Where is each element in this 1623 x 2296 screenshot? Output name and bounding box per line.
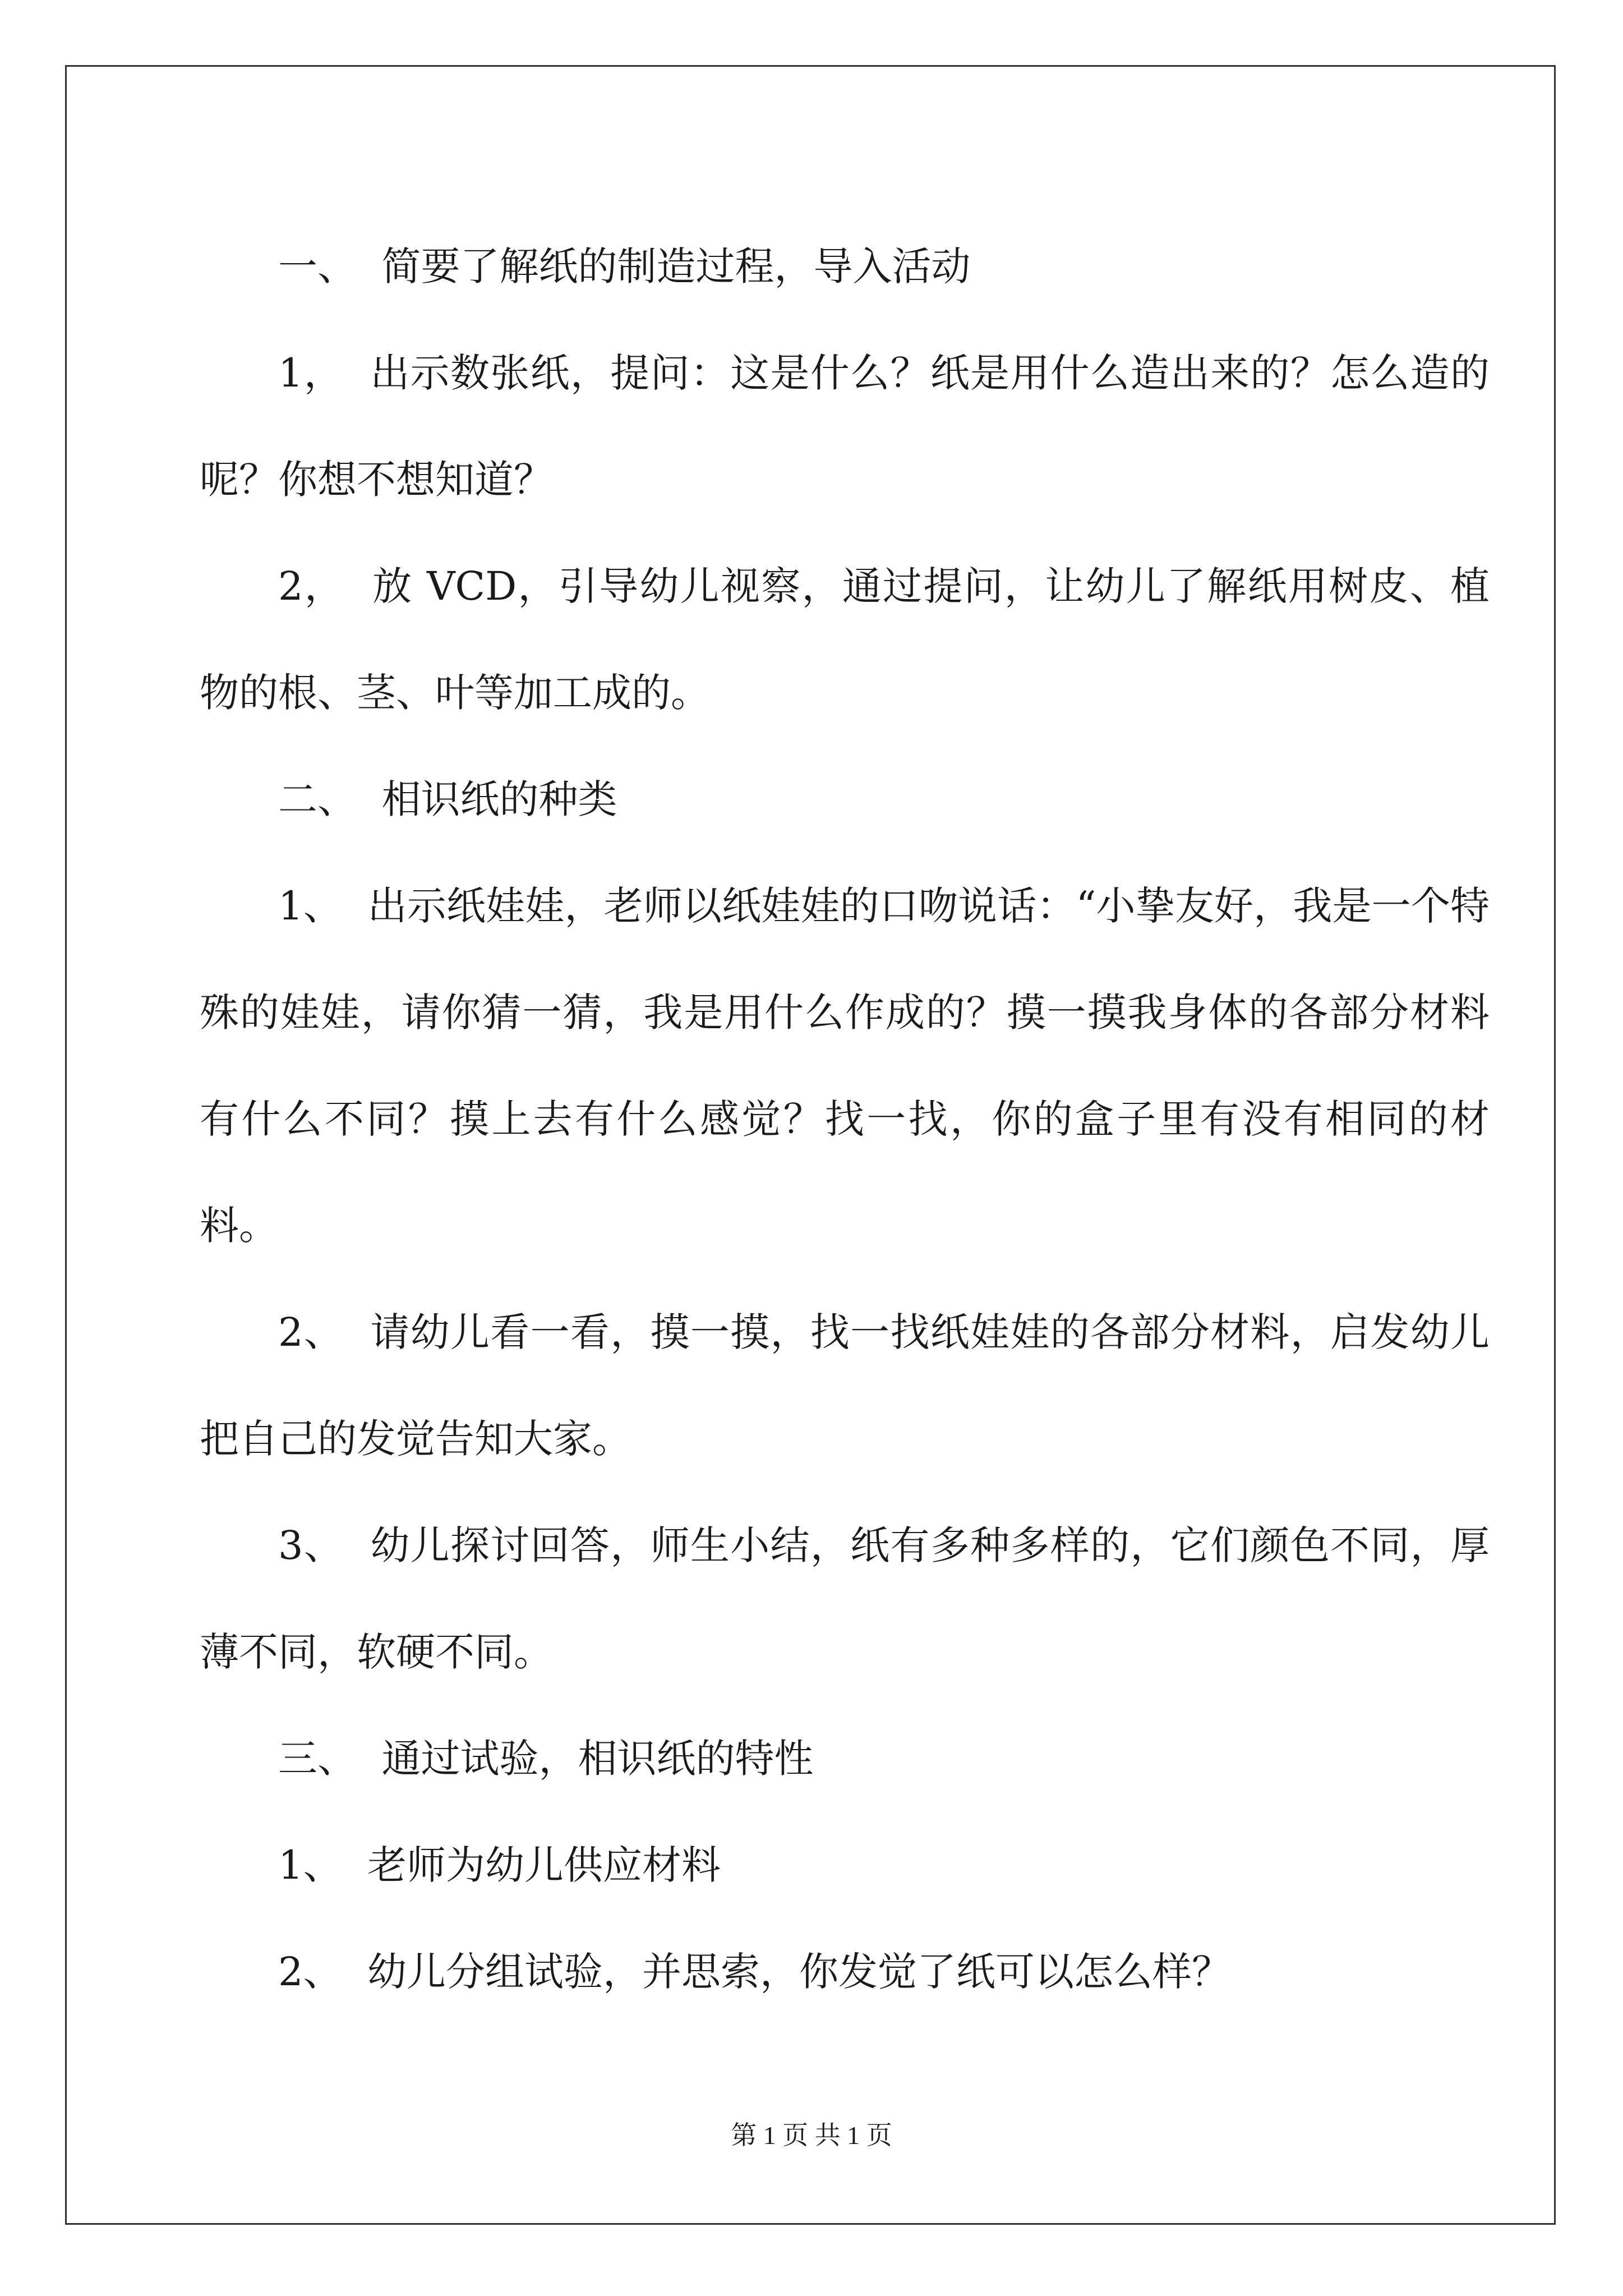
paragraph-section-2-heading: 二、 相识纸的种类 <box>278 776 617 822</box>
paragraph-2-2: 2、 请幼儿看一看，摸一摸，找一找纸娃娃的各部分材料，启发幼儿把自己的发觉告知大家。 <box>200 1309 1490 1462</box>
paragraph-2-3: 3、 幼儿探讨回答，师生小结，纸有多种多样的，它们颜色不同，厚薄不同，软硬不同。 <box>200 1522 1490 1675</box>
paragraph-section-3-heading: 三、 通过试验，相识纸的特性 <box>278 1736 814 1782</box>
paragraph-1-2: 2， 放 VCD，引导幼儿视察，通过提问，让幼儿了解纸用树皮、植物的根、茎、叶等加工成的。 <box>200 563 1490 716</box>
paragraph-3-2: 2、 幼儿分组试验，并思索，你发觉了纸可以怎么样？ <box>278 1949 1232 1995</box>
paragraph-2-1: 1、 出示纸娃娃，老师以纸娃娃的口吻说话：“小挚友好，我是一个特殊的娃娃，请你猜一猜，我是用什么作成的？摸一摸我身体的各部分材料有什么不同？摸上去有什么感觉？找一找，你的盒子里有没有相同的材料。 <box>200 883 1490 1249</box>
paragraph-3-1: 1、 老师为幼儿供应材料 <box>278 1842 721 1888</box>
paragraph-section-1-heading: 一、 简要了解纸的制造过程，导入活动 <box>278 243 971 289</box>
document-body <box>200 213 1490 2025</box>
paragraph-1-1: 1， 出示数张纸，提问：这是什么？纸是用什么造出来的？怎么造的呢？你想不想知道？ <box>200 350 1490 503</box>
page-footer: 第 1 页 共 1 页 <box>731 2121 892 2150</box>
